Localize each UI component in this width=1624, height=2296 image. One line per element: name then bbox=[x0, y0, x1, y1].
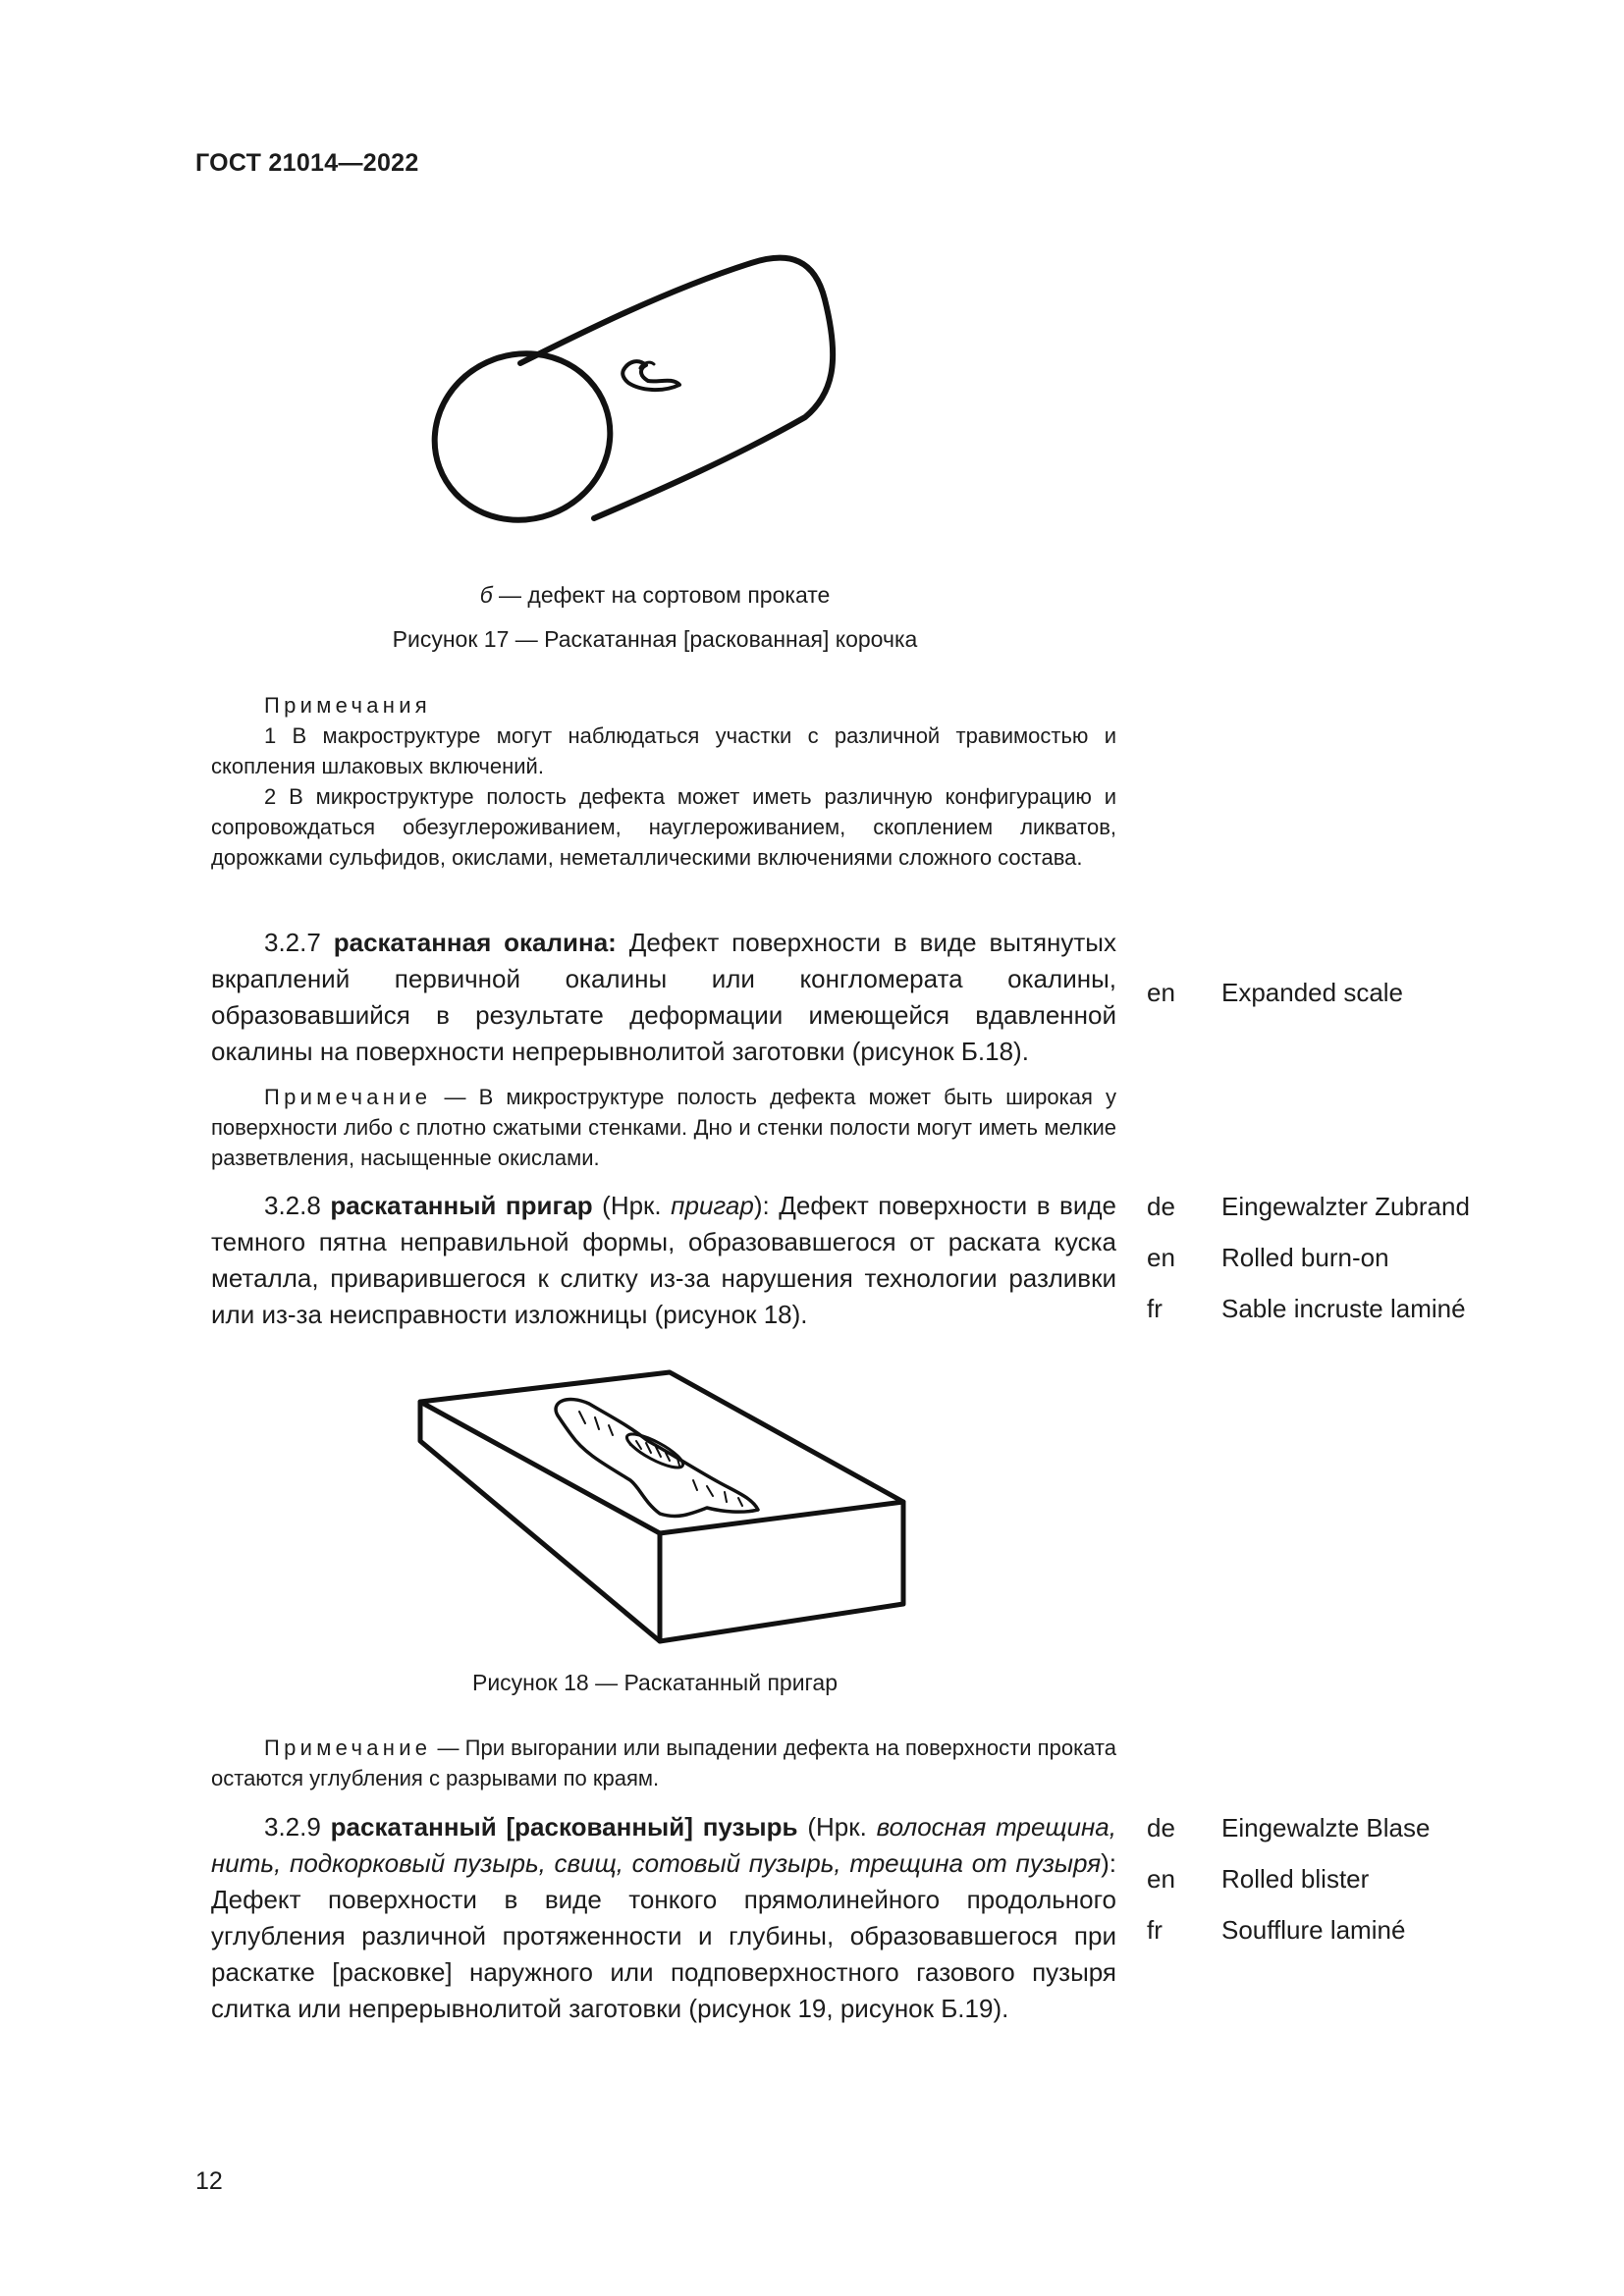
term-3-2-7 bbox=[211, 925, 1116, 1070]
figure-17-caption: Рисунок 17 — Раскатанная [раскованная] корочка bbox=[392, 626, 918, 652]
note-3-2-7 bbox=[211, 1082, 1116, 1173]
note-text: — В микроструктуре полость дефекта может быть широкая у поверхности либо с плотно сжатыми стенками. Дно и стенки полости могут иметь мелкие разветвления, насыщенные окислами. bbox=[211, 1085, 1116, 1170]
slab-top-face bbox=[420, 1372, 903, 1533]
notes-title: Примечания bbox=[264, 693, 432, 718]
npk-close: ): bbox=[1101, 1848, 1116, 1878]
figure-17-subcaption bbox=[0, 582, 1310, 609]
note-item-2: 2 В микроструктуре полость дефекта может иметь различную конфигурацию и сопровождаться обезуглероживанием, науглероживанием, скоплением ликватов, дорожками сульфидов, окислами, неметаллическими включениями сложного состава. bbox=[211, 784, 1116, 870]
figure-18-caption: Рисунок 18 — Раскатанный пригар bbox=[471, 1670, 839, 1695]
npk-open: (Нрк. bbox=[592, 1191, 672, 1220]
term-3-2-8 bbox=[211, 1188, 1116, 1333]
note-3-2-8 bbox=[211, 1733, 1116, 1793]
equivalent-lang: fr bbox=[1147, 1915, 1163, 1945]
equivalent-lang: de bbox=[1147, 1192, 1175, 1221]
note-label: Примечание bbox=[264, 1085, 432, 1109]
term-name: раскатанный [раскованный] пузырь bbox=[330, 1812, 798, 1842]
equivalent-row bbox=[1147, 1232, 1470, 1283]
defect-outline bbox=[556, 1400, 758, 1517]
equivalent-row bbox=[1147, 1853, 1430, 1904]
term-definition: Дефект поверхности в виде вытянутых вкраплений первичной окалины или конгломерата окалины, образовавшийся в результате деформации имеющейся вдавленной окалины на поверхности непрерывнолитой заготовки (рисунок Б.18). bbox=[211, 928, 1116, 1066]
npk-close: ): bbox=[753, 1191, 770, 1220]
equivalent-term: Eingewalzte Blase bbox=[1221, 1813, 1431, 1842]
notes-figure-17 bbox=[211, 690, 1116, 873]
page-number: 12 bbox=[195, 2167, 223, 2195]
equivalent-lang: en bbox=[1147, 1864, 1175, 1894]
equivalent-term: Rolled blister bbox=[1221, 1864, 1370, 1894]
equivalent-row bbox=[1147, 967, 1403, 1018]
figure-17b-illustration bbox=[422, 245, 913, 560]
note-label: Примечание bbox=[264, 1735, 432, 1760]
term-number: 3.2.7 bbox=[264, 928, 321, 957]
equivalents-3-2-8 bbox=[1147, 1181, 1470, 1334]
term-definition: Дефект поверхности в виде темного пятна неправильной формы, образовавшегося от раската куска металла, приварившегося к слитку из-за нарушения технологии разливки или из-за неисправности изложницы (рисунок 18). bbox=[211, 1191, 1116, 1329]
npk-open: (Нрк. bbox=[797, 1812, 877, 1842]
slab-left-face bbox=[420, 1402, 660, 1641]
npk-term: пригар bbox=[671, 1191, 754, 1220]
defect-core bbox=[623, 1428, 687, 1473]
slab-front-face bbox=[660, 1502, 903, 1641]
equivalent-row bbox=[1147, 1181, 1470, 1232]
equivalent-term: Eingewalzter Zubrand bbox=[1221, 1192, 1470, 1221]
equivalent-lang: fr bbox=[1147, 1294, 1163, 1323]
term-number: 3.2.9 bbox=[264, 1812, 321, 1842]
note-text: — При выгорании или выпадении дефекта на поверхности проката остаются углубления с разрывами по краям. bbox=[211, 1735, 1116, 1790]
term-3-2-9 bbox=[211, 1809, 1116, 2027]
equivalent-row bbox=[1147, 1802, 1430, 1853]
term-name: раскатанный пригар bbox=[330, 1191, 593, 1220]
equivalent-lang: en bbox=[1147, 1243, 1175, 1272]
figure-18-illustration bbox=[412, 1364, 923, 1649]
equivalent-term: Rolled burn-on bbox=[1221, 1243, 1389, 1272]
equivalents-3-2-9 bbox=[1147, 1802, 1430, 1955]
term-name: раскатанная окалина: bbox=[333, 928, 617, 957]
subcaption-text: — дефект на сортовом прокате bbox=[492, 582, 831, 608]
equivalents-3-2-7 bbox=[1147, 967, 1403, 1018]
subcaption-letter: б bbox=[479, 582, 493, 608]
equivalent-lang: en bbox=[1147, 978, 1175, 1007]
term-number: 3.2.8 bbox=[264, 1191, 321, 1220]
npk-term: волосная трещина, нить, подкорковый пузырь, свищ, сотовый пузырь, трещина от пузыря bbox=[211, 1812, 1116, 1878]
equivalent-lang: de bbox=[1147, 1813, 1175, 1842]
term-definition: Дефект поверхности в виде тонкого прямолинейного продольного углубления различной протяженности и глубины, образовавшегося при раскатке [расковке] наружного или подповерхностного газового пузыря слитка или непрерывнолитой заготовки (рисунок 19, рисунок Б.19). bbox=[211, 1885, 1116, 2023]
equivalent-term: Expanded scale bbox=[1221, 978, 1404, 1007]
note-item-1: 1 В макроструктуре могут наблюдаться участки с различной травимостью и скопления шлаковых включений. bbox=[211, 723, 1116, 778]
document-header: ГОСТ 21014—2022 bbox=[195, 149, 419, 177]
equivalent-row bbox=[1147, 1904, 1430, 1955]
equivalent-term: Soufflure laminé bbox=[1221, 1915, 1406, 1945]
defect-mark bbox=[623, 361, 679, 390]
equivalent-row bbox=[1147, 1283, 1470, 1334]
equivalent-term: Sable incruste laminé bbox=[1221, 1294, 1466, 1323]
